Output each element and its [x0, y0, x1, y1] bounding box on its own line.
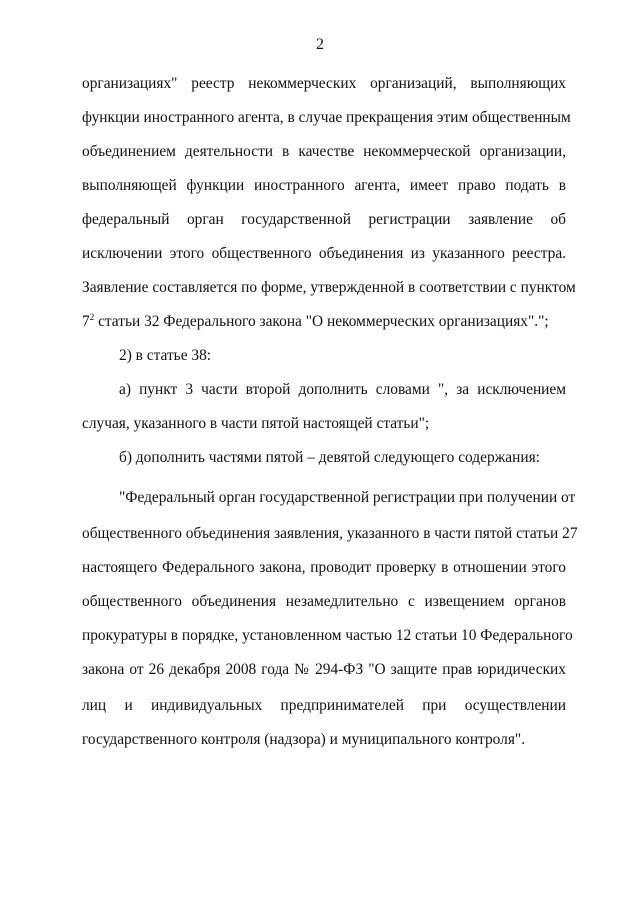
text-line-3: объединением деятельности в качестве некоммерческой организации,: [82, 143, 566, 160]
text-line-1: организациях" реестр некоммерческих организаций, выполняющих: [82, 75, 566, 92]
text-line-9: 2) в статье 38:: [119, 347, 212, 364]
text-line-8: [82, 312, 566, 332]
text-line-6: исключении этого общественного объединения из указанного реестра.: [82, 245, 566, 262]
text-line-4: выполняющей функции иностранного агента, имеет право подать в: [82, 177, 566, 194]
text-line-17: прокуратуры в порядке, установленном частью 12 статьи 10 Федерального: [82, 627, 573, 644]
page-number: 2: [316, 36, 324, 53]
text-line-5: федеральный орган государственной регистрации заявление об: [82, 211, 566, 228]
text-line-2: функции иностранного агента, в случае прекращения этим общественным: [82, 109, 571, 126]
text-line-10: а) пункт 3 части второй дополнить словами ", за исключением: [119, 381, 566, 398]
text-line-11: случая, указанного в части пятой настоящей статьи";: [82, 415, 430, 432]
text-line-19: лиц и индивидуальных предпринимателей при осуществлении: [82, 697, 566, 714]
text-line-20: государственного контроля (надзора) и муниципального контроля".: [82, 731, 526, 748]
superscript: 2: [89, 312, 95, 322]
article-reference-number: 7: [82, 313, 90, 330]
text-line-7: Заявление составляется по форме, утвержденной в соответствии с пунктом: [82, 279, 576, 296]
text-line-16: общественного объединения незамедлительно с извещением органов: [82, 593, 566, 610]
text-line-12: б) дополнить частями пятой – девятой следующего содержания:: [119, 449, 540, 466]
text-line-15: настоящего Федерального закона, проводит проверку в отношении этого: [82, 559, 566, 576]
text-line-14: общественного объединения заявления, указанного в части пятой статьи 27: [82, 525, 578, 542]
text-line-8-rest: статьи 32 Федерального закона "О некоммерческих организациях".";: [98, 313, 549, 330]
text-line-18: закона от 26 декабря 2008 года № 294-ФЗ "О защите прав юридических: [82, 661, 566, 678]
text-line-13: "Федеральный орган государственной регистрации при получении от: [119, 489, 576, 506]
